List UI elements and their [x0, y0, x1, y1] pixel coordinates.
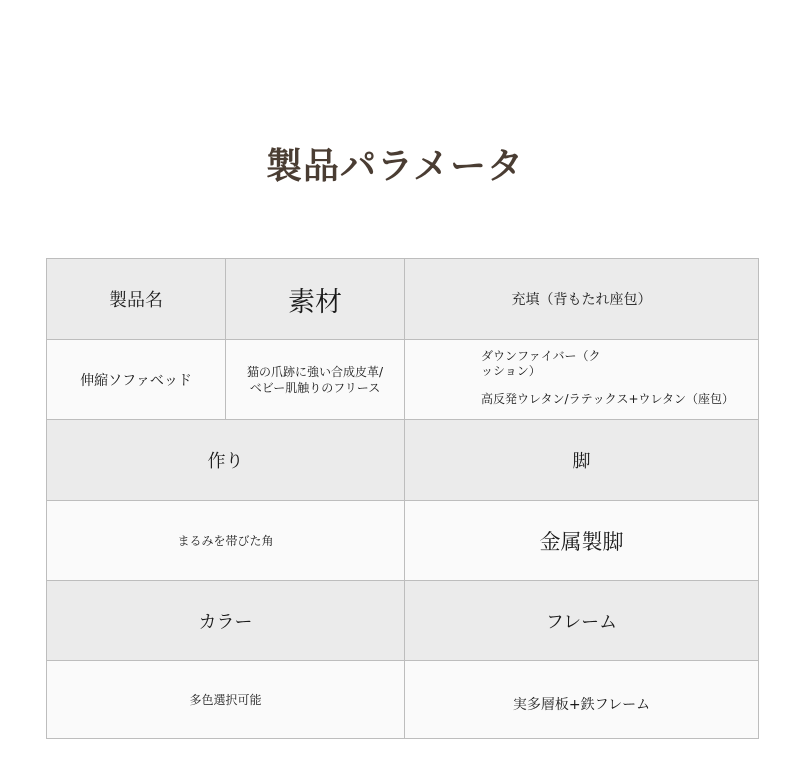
table-row [47, 339, 758, 419]
table-row [47, 500, 758, 580]
header-legs: 脚 [404, 420, 758, 500]
value-material-line: 猫の爪跡に強い合成皮革/ [246, 364, 384, 379]
value-material-line: ベビー肌触りのフリース [249, 380, 381, 395]
value-filling-line: ッション） [481, 364, 541, 378]
value-filling-line: ダウンファイバー（ク [481, 349, 601, 363]
page-title: 製品パラメータ [266, 146, 524, 187]
table-row [47, 580, 758, 660]
value-filling [404, 340, 758, 419]
header-craft: 作り [207, 451, 244, 472]
table-row [47, 259, 758, 339]
table-row [47, 419, 758, 500]
value-filling-line: 高反発ウレタン/ラテックス+ウレタン（座包） [481, 392, 735, 406]
value-craft: まるみを帯びた角 [177, 533, 274, 548]
header-product-name: 製品名 [109, 290, 163, 311]
value-material [225, 340, 404, 419]
header-material: 素材 [225, 259, 404, 339]
header-color: カラー [198, 611, 253, 633]
table-row [47, 660, 758, 738]
value-legs: 金属製脚 [404, 501, 758, 580]
header-frame: フレーム [404, 581, 758, 660]
product-parameter-table [46, 258, 759, 739]
value-product-name: 伸縮ソファベッド [80, 372, 192, 389]
value-frame: 実多層板+鉄フレーム [404, 661, 758, 738]
value-color: 多色選択可能 [189, 692, 262, 707]
header-filling: 充填（背もたれ座包） [404, 259, 758, 339]
